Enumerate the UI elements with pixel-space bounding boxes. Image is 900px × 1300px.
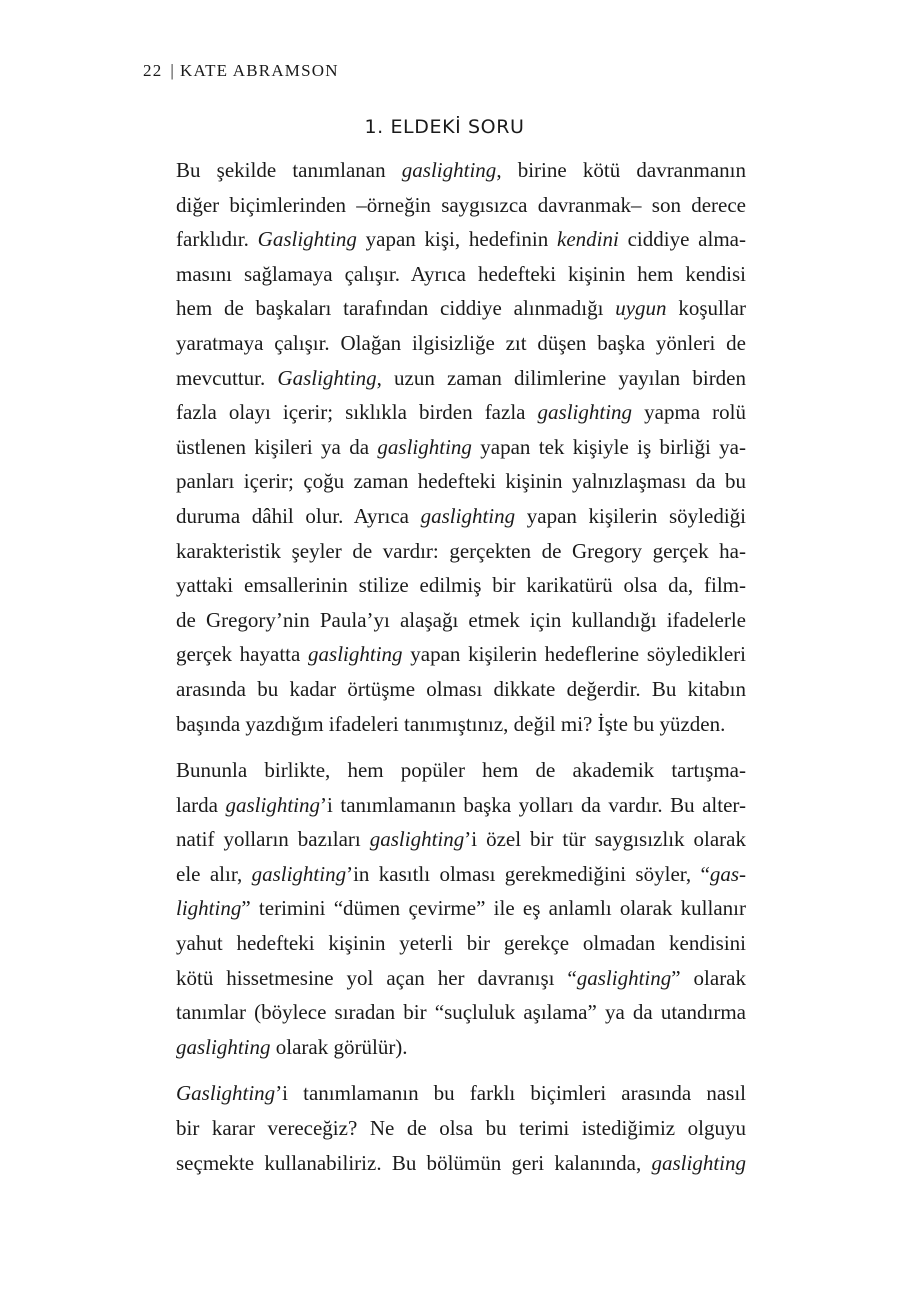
paragraph [143, 753, 746, 1064]
text-line: de Gregory’nin Paula’yı alaşağı etmek için kullandığı ifadelerle [176, 607, 746, 632]
text-line: üstlenen kişileri ya da gaslighting yapan tek kişiyle iş birliği ya- [176, 434, 746, 459]
text-line: Bununla birlikte, hem popüler hem de akademik tartışma- [176, 758, 746, 783]
text-line: başında yazdığım ifadeleri tanımıştınız, değil mi? İşte bu yüzden. [176, 711, 726, 736]
text-line: kötü hissetmesine yol açan her davranışı “gaslighting” olarak [176, 965, 747, 990]
paragraph [143, 153, 746, 741]
paragraph [143, 1076, 746, 1180]
text-line: yahut hedefteki kişinin yeterli bir gerekçe olmadan kendisini [176, 931, 746, 956]
text-line: arasında bu kadar örtüşme olması dikkate değerdir. Bu kitabın [176, 676, 746, 701]
text-line: gerçek hayatta gaslighting yapan kişilerin hedeflerine söyledikleri [176, 642, 746, 667]
text-line: bir karar vereceğiz? Ne de olsa bu terimi istediğimiz olguyu [176, 1116, 746, 1141]
body-text [143, 153, 746, 1180]
text-line: gaslighting olarak görülür). [176, 1034, 408, 1059]
text-line: Gaslighting’i tanımlamanın bu farklı biçimleri arasında nasıl [176, 1081, 746, 1106]
text-line: ele alır, gaslighting’in kasıtlı olması gerekmediğini söyler, “gas- [176, 861, 747, 886]
text-line: lighting” terimini “dümen çevirme” ile eş anlamlı olarak kullanır [176, 896, 746, 921]
text-line: diğer biçimlerinden –örneğin saygısızca davranmak– son derece [176, 192, 746, 217]
page-number: 22 [143, 61, 163, 80]
text-line: seçmekte kullanabiliriz. Bu bölümün geri kalanında, gaslighting [176, 1150, 746, 1175]
text-line: larda gaslighting’i tanımlamanın başka yolları da vardır. Bu alter- [176, 792, 746, 817]
chapter-title: 1. ELDEKİ SORU [364, 116, 525, 138]
running-head [143, 61, 339, 81]
author-name: KATE ABRAMSON [180, 61, 339, 80]
text-line: mevcuttur. Gaslighting, uzun zaman dilimlerine yayılan birden [176, 365, 747, 390]
text-line: karakteristik şeyler de vardır: gerçekten de Gregory gerçek ha- [176, 538, 746, 563]
paragraph-gap [143, 741, 746, 753]
text-line: duruma dâhil olur. Ayrıca gaslighting yapan kişilerin söylediği [176, 503, 746, 528]
text-line: tanımlar (böylece sıradan bir “suçluluk aşılama” ya da utandırma [176, 1000, 746, 1025]
header-separator: | [170, 61, 176, 80]
text-line: natif yolların bazıları gaslighting’i özel bir tür saygısızlık olarak [176, 827, 746, 852]
text-line: farklıdır. Gaslighting yapan kişi, hedefinin kendini ciddiye alma- [176, 227, 746, 252]
text-line: yaratmaya çalışır. Olağan ilgisizliğe zıt düşen başka yönleri de [176, 330, 746, 355]
text-line: masını sağlamaya çalışır. Ayrıca hedefteki kişinin hem kendisi [176, 261, 746, 286]
paragraph-gap [143, 1064, 746, 1076]
text-line: panları içerir; çoğu zaman hedefteki kişinin yalnızlaşması da bu [176, 469, 746, 494]
text-line: fazla olayı içerir; sıklıkla birden fazla gaslighting yapma rolü [176, 400, 746, 425]
text-line: yattaki emsallerinin stilize edilmiş bir karikatürü olsa da, film- [176, 573, 746, 598]
text-line: Bu şekilde tanımlanan gaslighting, birine kötü davranmanın [176, 158, 746, 182]
text-line: hem de başkaları tarafından ciddiye alınmadığı uygun koşullar [176, 296, 747, 321]
